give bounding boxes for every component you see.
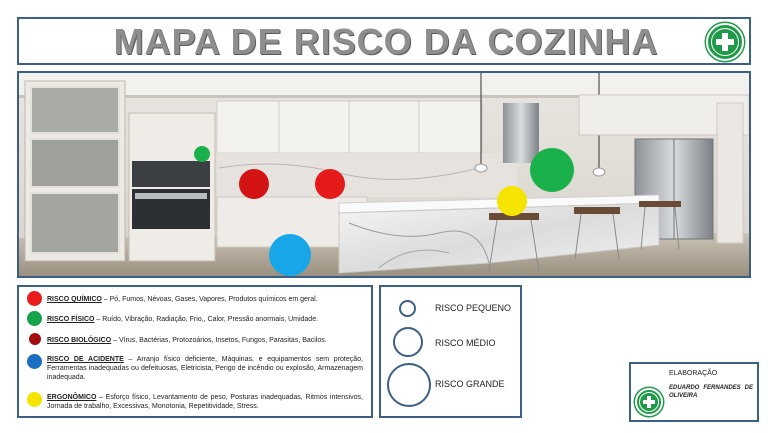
author-name: EDUARDO FERNANDES DE OLIVEIRA (669, 385, 753, 399)
cross-logo-icon (706, 23, 744, 61)
legend-name: RISCO BIOLÓGICO (47, 337, 112, 344)
legend-name: RISCO QUÍMICO (47, 296, 102, 303)
risk-marker-quimico-right (315, 169, 345, 199)
legend-item-ergonomico (27, 391, 363, 415)
risk-marker-fisico-large (530, 148, 574, 192)
legend-item-fisico (27, 311, 363, 327)
large-circle-icon (387, 363, 431, 407)
legend-desc: – Esforço físico, Levantamento de peso, Posturas inadequadas, Ritmos intensivos, Jornada de trabalho, Excessivas, Monotonia, Repetitividade, Stress. (47, 394, 363, 410)
darkred-dot-icon (29, 333, 41, 345)
legend-name: RISCO FÍSICO (47, 316, 95, 323)
legend-item-acidente (27, 353, 363, 385)
legend-name: ERGONÔMICO (47, 394, 97, 401)
green-dot-icon (27, 311, 42, 326)
yellow-dot-icon (27, 392, 42, 407)
kitchen-image (17, 71, 751, 278)
size-label-large: RISCO GRANDE (435, 379, 505, 389)
small-circle-icon (399, 300, 416, 317)
legend-desc: – Arranjo físico deficiente, Máquinas, e equipamentos sem proteção, Ferramentas inadequadas ou defeituosas, Eletricista, Perigo de incêndio ou explosão, Armazenagem inadequada. (47, 356, 363, 381)
risk-marker-acidente (269, 234, 311, 276)
kitchen-illustration (19, 73, 749, 276)
legend-item-quimico (27, 291, 363, 307)
size-legend (379, 285, 522, 418)
size-label-small: RISCO PEQUENO (435, 303, 512, 313)
legend-desc: – Vírus, Bactérias, Protozoários, Insetos, Fungos, Parasitas, Bacilos. (111, 337, 327, 344)
elaboration-heading: ELABORAÇÃO (669, 370, 718, 377)
size-label-medium: RISCO MÉDIO (435, 338, 496, 348)
legend-item-biologico (27, 332, 363, 348)
risk-legend (17, 285, 373, 418)
risk-marker-fisico-small (194, 146, 210, 162)
page-title: MAPA DE RISCO DA COZINHA (113, 21, 659, 62)
elaboration-box (629, 362, 759, 422)
risk-marker-ergonomico (497, 186, 527, 216)
blue-dot-icon (27, 354, 42, 369)
red-dot-icon (27, 291, 42, 306)
risk-marker-quimico-left (239, 169, 269, 199)
cross-logo-icon (635, 388, 663, 416)
legend-name: RISCO DE ACIDENTE (47, 356, 124, 363)
medium-circle-icon (393, 327, 423, 357)
title-box (17, 17, 751, 65)
legend-desc: – Ruído, Vibração, Radiação, Frio,, Calor, Pressão anormais, Umidade. (94, 316, 319, 323)
legend-desc: – Pó, Fumos, Névoas, Gases, Vapores, Produtos químicos em geral. (101, 296, 318, 303)
